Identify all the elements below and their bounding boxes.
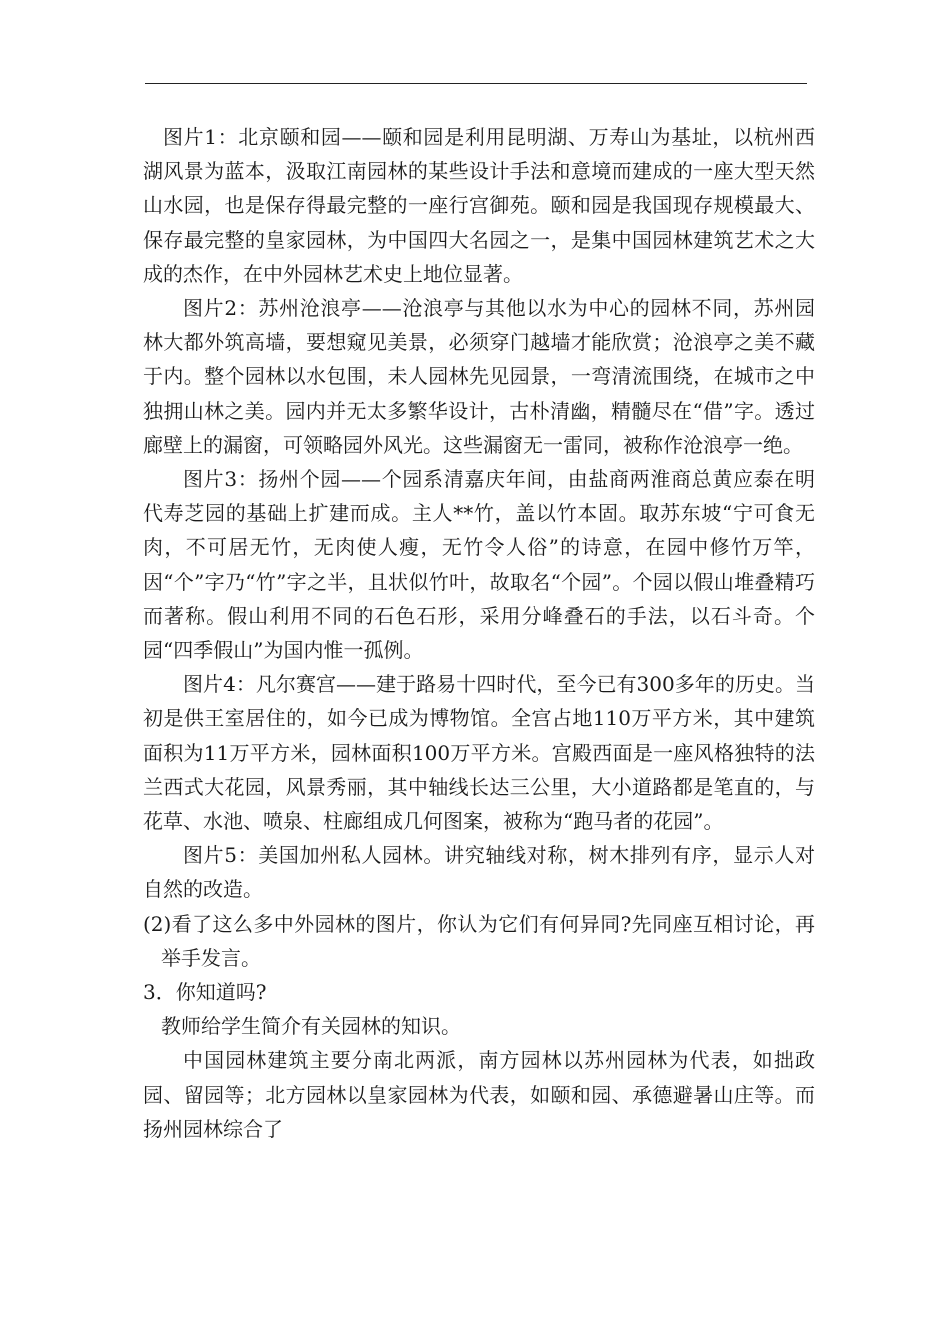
paragraph-picture-3: 图片3：扬州个园——个园系清嘉庆年间，由盐商两淮商总黄应泰在明代寿芝园的基础上扩建而成。主人**竹，盖以竹本固。取苏东坡“宁可食无肉，不可居无竹，无肉使人瘦，无竹令人俗”的诗意，在园中修竹万竿，因“个”字乃“竹”字之半，且状似竹叶，故取名“个园”。个园以假山堆叠精巧而著称。假山利用不同的石色石形，采用分峰叠石的手法，以石斗奇。个园“四季假山”为国内惟一孤例。 — [143, 467, 815, 663]
document-body — [143, 120, 815, 1146]
paragraph-picture-1: 图片1：北京颐和园——颐和园是利用昆明湖、万寿山为基址，以杭州西湖风景为蓝本，汲取江南园林的某些设计手法和意境而建成的一座大型天然山水园，也是保存得最完整的一座行宫御苑。颐和园是我国现存规模最大、保存最完整的皇家园林，为中国四大名园之一，是集中国园林建筑艺术之大成的杰作，在中外园林艺术史上地位显著。 — [143, 125, 815, 286]
question-2: (2)看了这么多中外园林的图片，你认为它们有何异同?先同座互相讨论，再举手发言。 — [143, 911, 815, 970]
paragraph-picture-4: 图片4：凡尔赛宫——建于路易十四时代，至今已有300多年的历史。当初是供王室居住的，如今已成为博物馆。全宫占地110万平方米，其中建筑面积为11万平方米，园林面积100万平方米。宫殿西面是一座风格独特的法兰西式大花园，风景秀丽，其中轴线长达三公里，大小道路都是笔直的，与花草、水池、喷泉、柱廊组成几何图案，被称为“跑马者的花园”。 — [143, 672, 815, 834]
paragraph-picture-5: 图片5：美国加州私人园林。讲究轴线对称，树木排列有序，显示人对自然的改造。 — [143, 843, 815, 902]
paragraph-chinese-gardens: 中国园林建筑主要分南北两派，南方园林以苏州园林为代表，如拙政园、留园等；北方园林以皇家园林为代表，如颐和园、承德避暑山庄等。而扬州园林综合了 — [143, 1048, 815, 1141]
teacher-intro: 教师给学生简介有关园林的知识。 — [161, 1014, 461, 1039]
section-heading-3: 3．你知道吗? — [143, 980, 267, 1005]
header-rule — [145, 83, 807, 84]
paragraph-picture-2: 图片2：苏州沧浪亭——沧浪亭与其他以水为中心的园林不同，苏州园林大都外筑高墙，要想窥见美景，必须穿门越墙才能欣赏；沧浪亭之美不藏于内。整个园林以水包围，未人园林先见园景，一弯清流围绕，在城市之中独拥山林之美。园内并无太多繁华设计，古朴清幽，精髓尽在“借”字。透过廊壁上的漏窗，可领略园外风光。这些漏窗无一雷同，被称作沧浪亭一绝。 — [143, 296, 815, 457]
